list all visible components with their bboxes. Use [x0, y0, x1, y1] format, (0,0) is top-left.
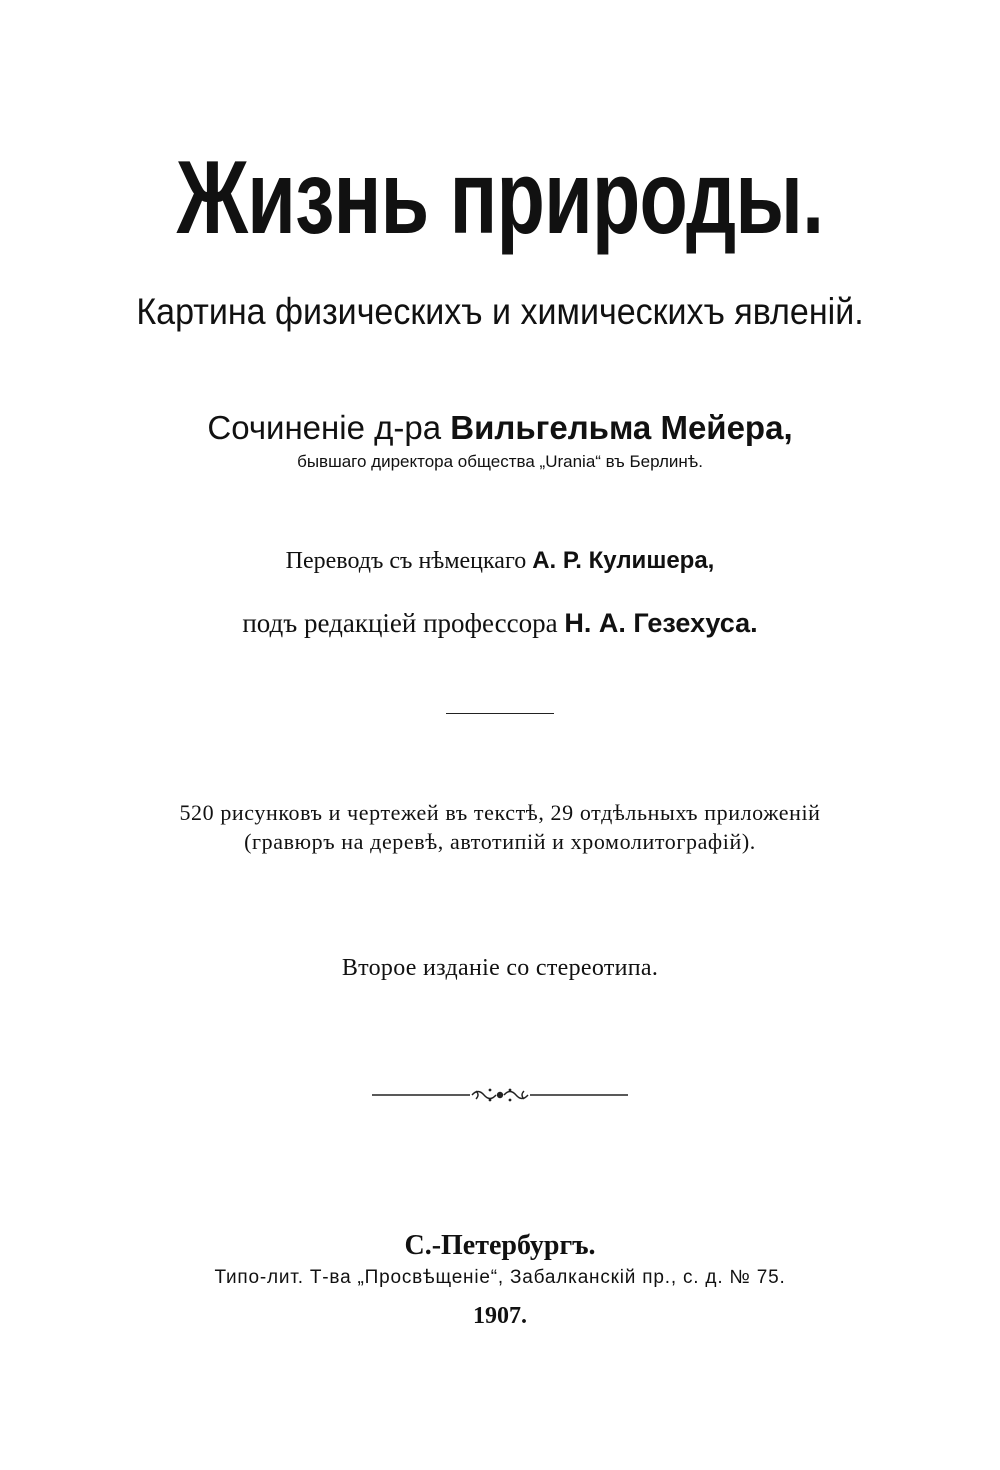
author-note: бывшаго директора общества „Urania“ въ Берлинѣ. [297, 452, 703, 471]
translator-name: А. Р. Кулишера, [532, 547, 715, 574]
imprint-printer: Типо-лит. Т-ва „Просвѣщеніе“, Забалканскій пр., с. д. № 75. [214, 1267, 786, 1288]
floral-divider-icon [372, 1085, 628, 1105]
editor-line [0, 606, 1000, 640]
author-name: Вильгельма Мейера, [450, 409, 793, 446]
translation-line [0, 546, 1000, 576]
author-prefix: Сочиненіе д-ра [207, 409, 451, 446]
illustrations-line-1: 520 рисунковъ и чертежей въ текстѣ, 29 отдѣльныхъ приложеній [179, 800, 821, 825]
illustrations-line-2: (гравюръ на деревѣ, автотипій и хромолитографій). [244, 829, 756, 854]
translation-prefix: Переводъ съ нѣмецкаго [285, 548, 533, 574]
editor-name: Н. А. Гезехуса. [564, 608, 758, 638]
imprint-city: С.-Петербургъ. [404, 1230, 596, 1261]
imprint-year: 1907. [473, 1303, 527, 1329]
short-divider [446, 713, 554, 714]
book-subtitle: Картина физическихъ и химическихъ явленій. [136, 291, 864, 332]
book-title: Жизнь природы. [176, 140, 824, 256]
edition-note: Второе изданіе со стереотипа. [341, 955, 659, 981]
author-line [0, 408, 1000, 448]
editor-prefix: подъ редакціей профессора [242, 608, 565, 638]
